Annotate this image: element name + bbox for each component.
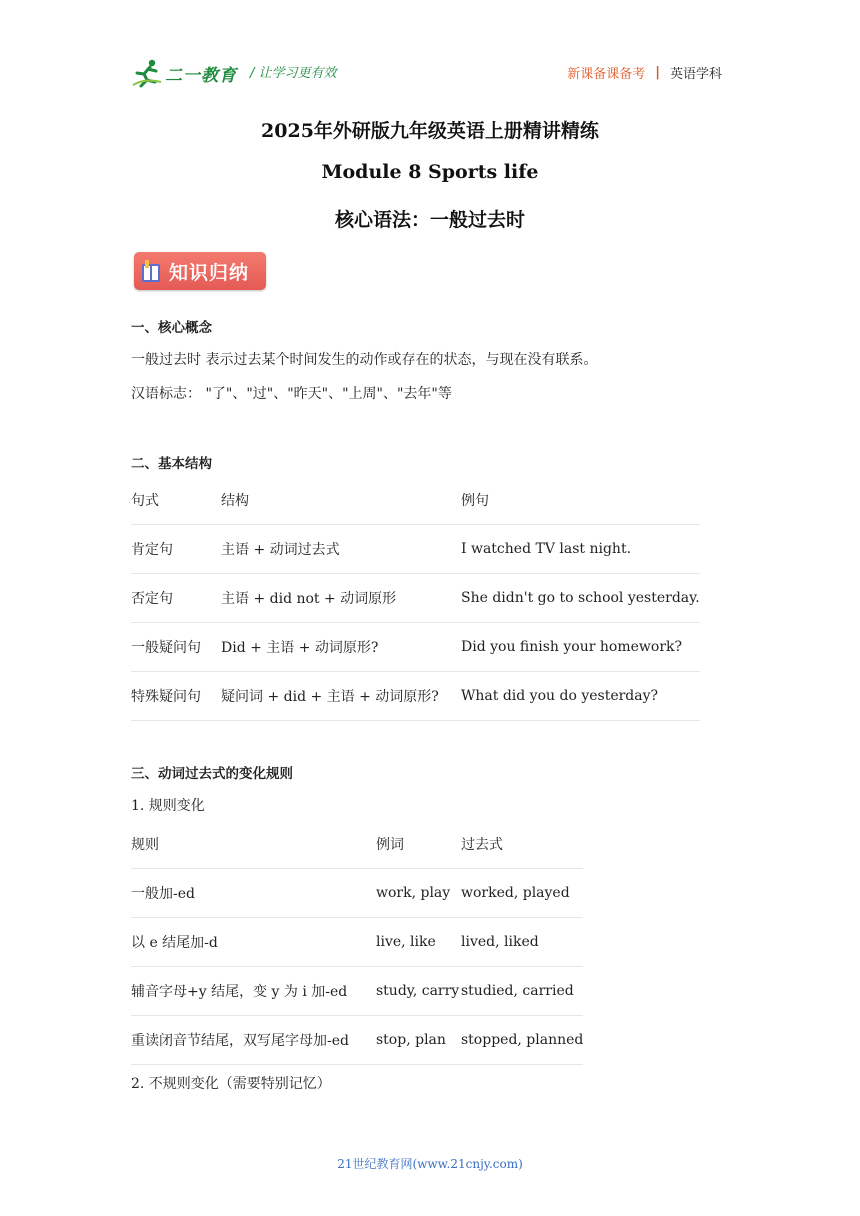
table-cell: studied, carried <box>461 967 583 1016</box>
table-cell: 否定句 <box>131 574 221 623</box>
section2-heading: 二、基本结构 <box>131 456 212 472</box>
table-cell: Did you finish your homework? <box>461 623 700 672</box>
table-cell: Did + 主语 + 动词原形? <box>221 623 461 672</box>
book-icon <box>140 258 162 284</box>
column-header: 规则 <box>131 820 376 869</box>
table-cell: stopped, planned <box>461 1016 583 1065</box>
table-cell: I watched TV last night. <box>461 525 700 574</box>
table-row <box>131 967 583 1016</box>
table-cell: 以 e 结尾加-d <box>131 918 376 967</box>
document-title: 2025年外研版九年级英语上册精讲精练 <box>261 120 599 142</box>
column-header: 结构 <box>221 476 461 525</box>
section1-heading: 一、核心概念 <box>131 320 212 336</box>
table-cell: 重读闭音节结尾，双写尾字母加-ed <box>131 1016 376 1065</box>
logo-text: 二一教育 <box>165 65 237 86</box>
regular-change-subheading: 1. 规则变化 <box>131 798 205 814</box>
table-row <box>131 1016 583 1065</box>
column-header: 例词 <box>376 820 461 869</box>
exam-label: 新课备课备考 <box>567 67 646 82</box>
table-row <box>131 574 700 623</box>
page-header <box>0 0 860 100</box>
structure-table <box>131 476 700 721</box>
column-header: 过去式 <box>461 820 583 869</box>
header-right <box>567 63 722 82</box>
table-cell: She didn't go to school yesterday. <box>461 574 700 623</box>
irregular-change-subheading: 2. 不规则变化（需要特别记忆） <box>131 1076 331 1092</box>
badge-label: 知识归纳 <box>169 261 250 284</box>
footer-link[interactable]: 21世纪教育网(www.21cnjy.com) <box>337 1157 523 1171</box>
subject-label: 英语学科 <box>669 67 722 82</box>
column-header: 句式 <box>131 476 221 525</box>
markers-text: 汉语标志： "了"、"过"、"昨天"、"上周"、"去年"等 <box>131 386 452 402</box>
table-cell: 疑问词 + did + 主语 + 动词原形? <box>221 672 461 721</box>
table-cell: 主语 + 动词过去式 <box>221 525 461 574</box>
table-row <box>131 869 583 918</box>
table-cell: work, play <box>376 869 461 918</box>
table-cell: 一般加-ed <box>131 869 376 918</box>
table-row <box>131 623 700 672</box>
table-cell: 特殊疑问句 <box>131 672 221 721</box>
slogan: / 让学习更有效 <box>250 66 337 81</box>
table-row <box>131 918 583 967</box>
header-separator: | <box>655 65 660 80</box>
section3-heading: 三、动词过去式的变化规则 <box>131 766 293 782</box>
column-header: 例句 <box>461 476 700 525</box>
table-header-row <box>131 820 583 869</box>
table-cell: study, carry <box>376 967 461 1016</box>
table-header-row <box>131 476 700 525</box>
table-row <box>131 672 700 721</box>
table-cell: 辅音字母+y 结尾，变 y 为 i 加-ed <box>131 967 376 1016</box>
table-cell: What did you do yesterday? <box>461 672 700 721</box>
table-cell: 主语 + did not + 动词原形 <box>221 574 461 623</box>
logo <box>131 58 237 88</box>
table-cell: stop, plan <box>376 1016 461 1065</box>
table-row <box>131 525 700 574</box>
table-cell: 一般疑问句 <box>131 623 221 672</box>
table-cell: live, like <box>376 918 461 967</box>
table-cell: lived, liked <box>461 918 583 967</box>
table-cell: worked, played <box>461 869 583 918</box>
rules-table <box>131 820 583 1065</box>
runner-logo-icon <box>131 58 163 88</box>
topic-title: 核心语法：一般过去时 <box>334 209 525 231</box>
definition-text: 一般过去时 表示过去某个时间发生的动作或存在的状态，与现在没有联系。 <box>131 352 598 368</box>
knowledge-badge <box>134 252 266 290</box>
module-title: Module 8 Sports life <box>321 161 539 183</box>
table-cell: 肯定句 <box>131 525 221 574</box>
